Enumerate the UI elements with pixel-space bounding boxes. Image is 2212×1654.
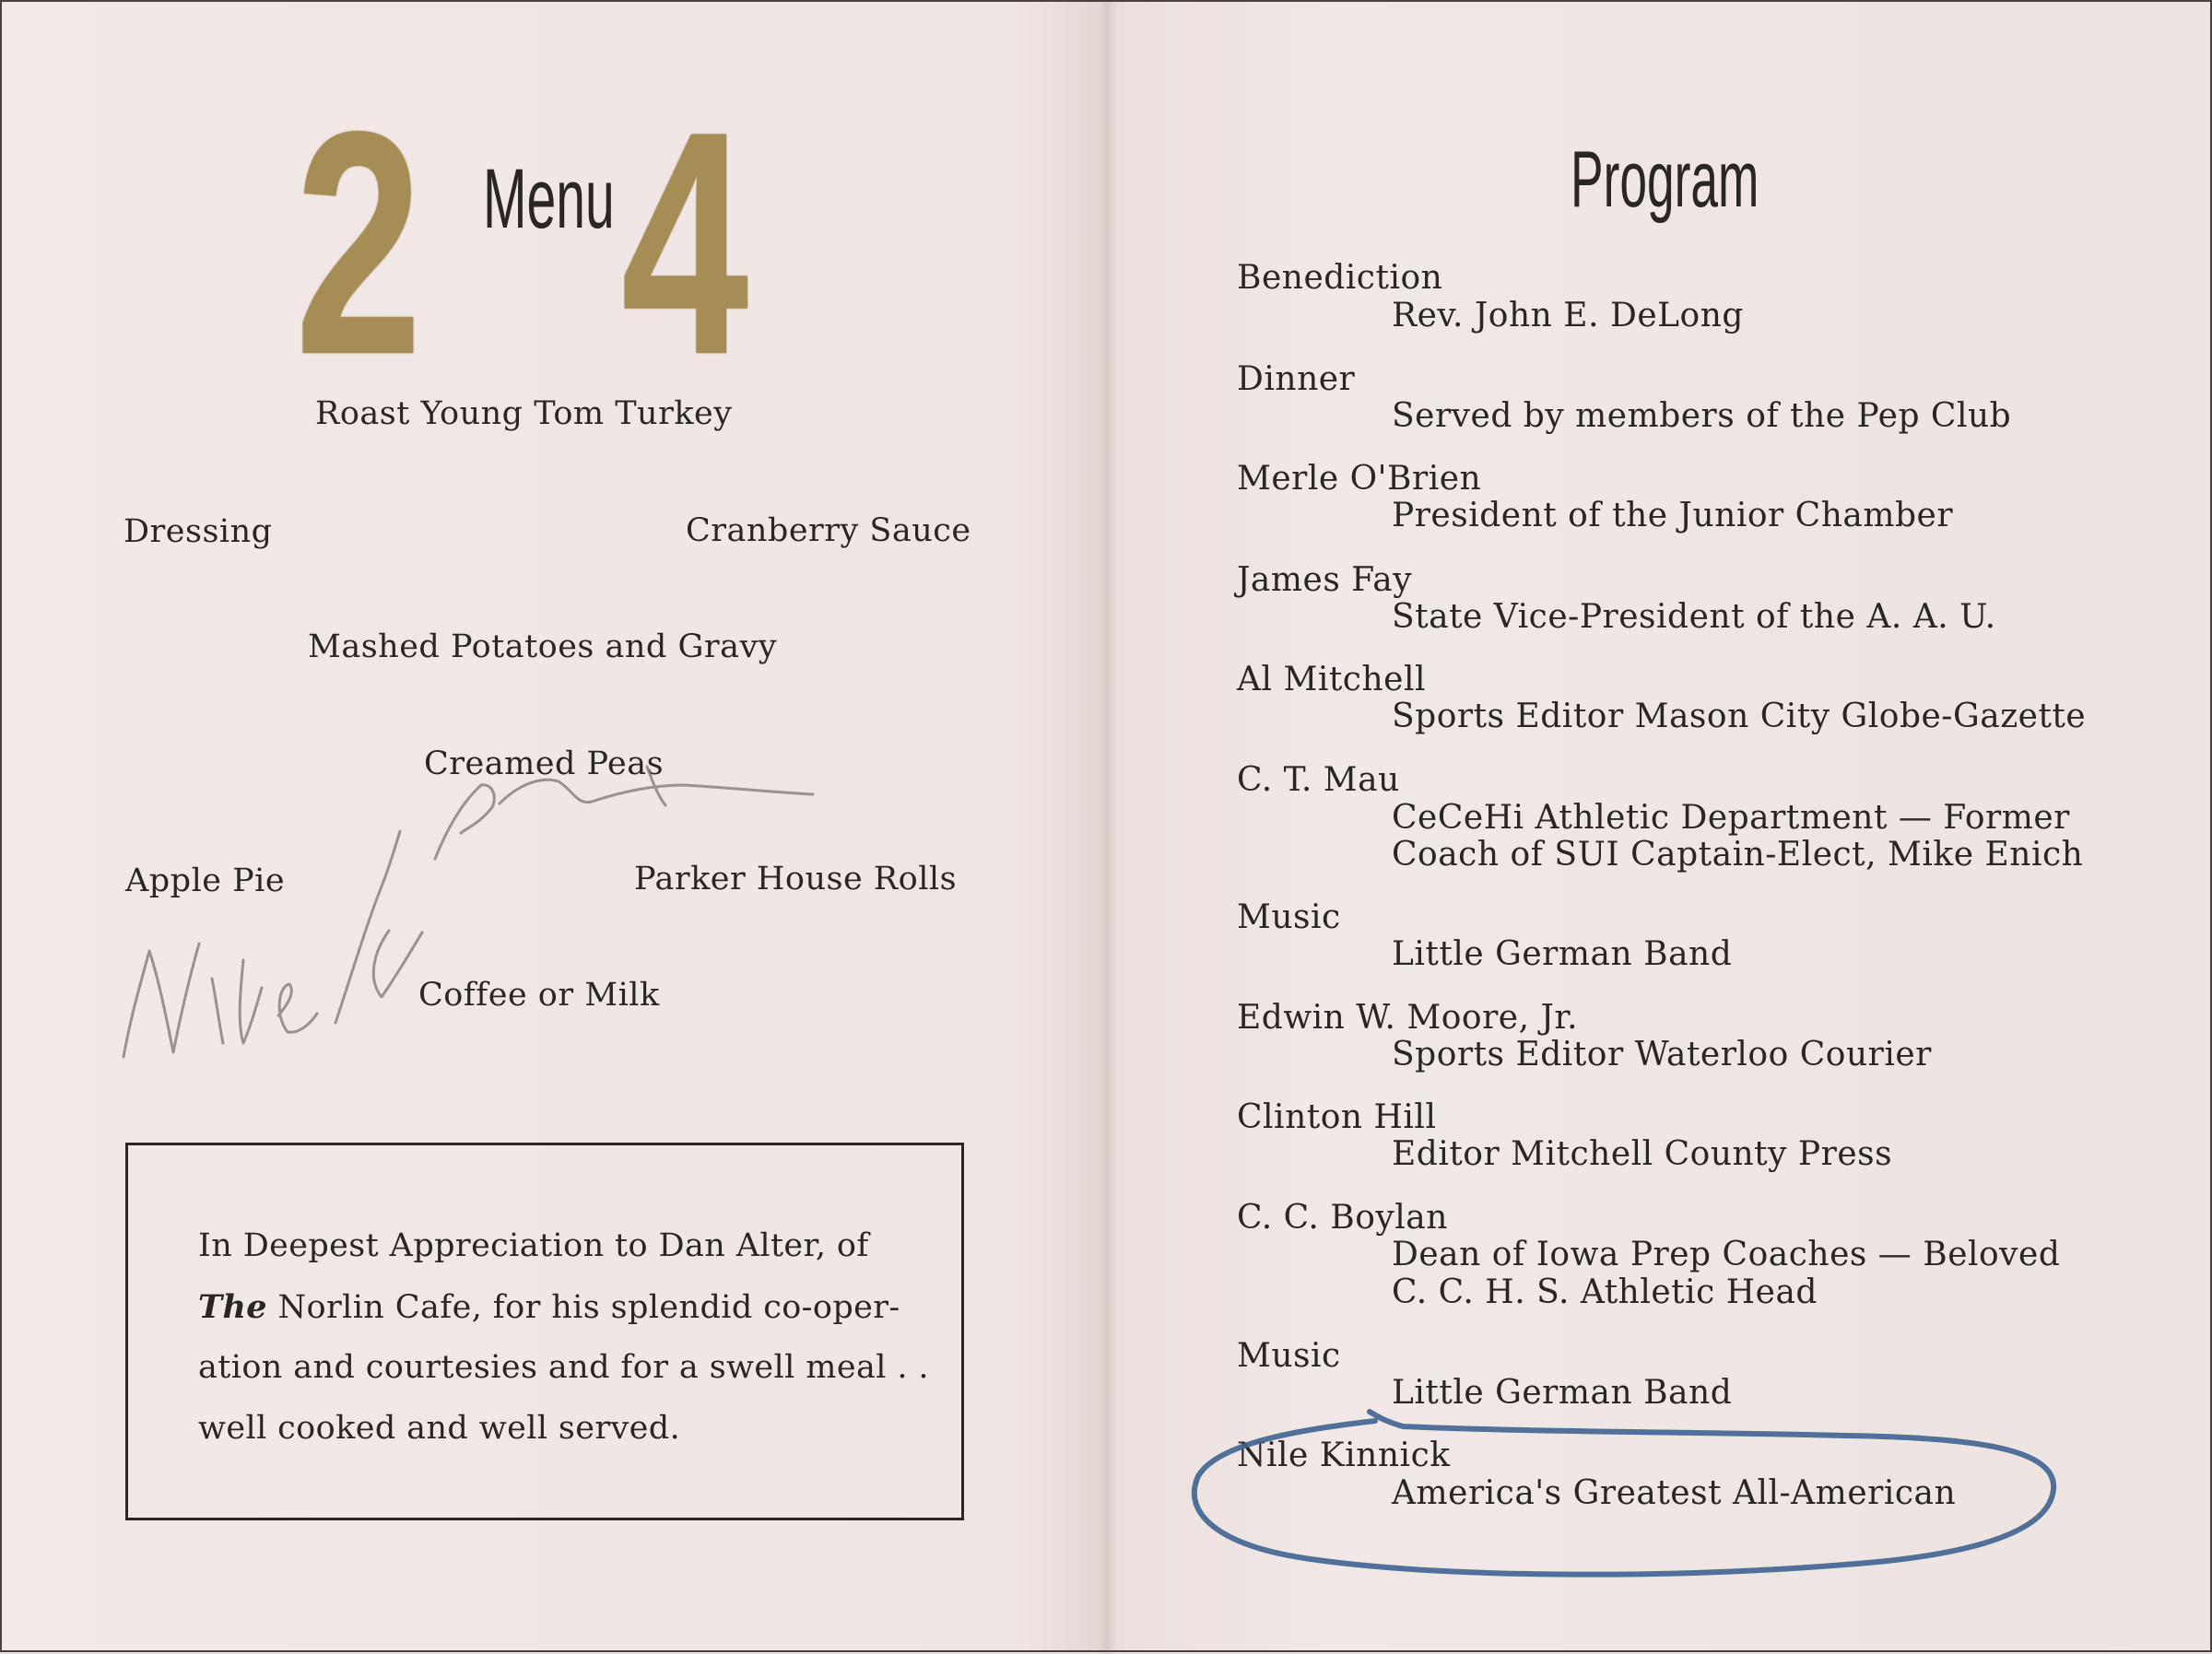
program-entry-name: C. T. Mau <box>1237 761 1400 799</box>
program-entry-desc: C. C. H. S. Athletic Head <box>1392 1273 1818 1311</box>
gold-numeral-right: 4 <box>621 66 749 421</box>
program-entry-desc: Sports Editor Mason City Globe-Gazette <box>1392 698 2087 735</box>
menu-item-peas: Creamed Peas <box>424 745 665 782</box>
program-entry-desc: Dean of Iowa Prep Coaches — Beloved <box>1392 1236 2061 1273</box>
program-entry-desc: Rev. John E. DeLong <box>1392 297 1744 334</box>
program-entry-desc: America's Greatest All-American <box>1392 1474 1957 1512</box>
program-entry-name: Nile Kinnick <box>1237 1437 1451 1474</box>
appreciation-line-2-rest: Norlin Cafe, for his splendid co-oper- <box>266 1289 900 1326</box>
program-entry-desc: Little German Band <box>1392 1374 1733 1412</box>
program-entry-desc: Served by members of the Pep Club <box>1392 397 2012 435</box>
program-entry-desc: Little German Band <box>1392 935 1733 973</box>
program-entry-name: Al Mitchell <box>1237 661 1426 698</box>
program-entry-desc: State Vice-President of the A. A. U. <box>1392 598 1996 636</box>
program-entry-desc: President of the Junior Chamber <box>1392 497 1954 534</box>
program-entry-name: James Fay <box>1237 561 1413 599</box>
appreciation-line-1: In Deepest Appreciation to Dan Alter, of <box>198 1227 869 1264</box>
program-entry-name: Music <box>1237 1337 1341 1375</box>
program-entry-desc: CeCeHi Athletic Department — Former <box>1392 799 2070 837</box>
program-entry-name: C. C. Boylan <box>1237 1199 1448 1237</box>
appreciation-the-italic: The <box>198 1288 267 1326</box>
menu-item-turkey: Roast Young Tom Turkey <box>315 395 733 432</box>
program-entry-desc: Coach of SUI Captain-Elect, Mike Enich <box>1392 836 2084 874</box>
menu-item-pie: Apple Pie <box>125 862 286 899</box>
program-entry-desc: Editor Mitchell County Press <box>1392 1135 1893 1173</box>
menu-item-potatoes: Mashed Potatoes and Gravy <box>308 628 778 665</box>
program-entry-name: Edwin W. Moore, Jr. <box>1237 999 1579 1037</box>
appreciation-line-3: ation and courtesies and for a swell meal . . <box>198 1349 929 1386</box>
menu-item-coffee: Coffee or Milk <box>418 977 660 1014</box>
appreciation-line-4: well cooked and well served. <box>198 1410 681 1447</box>
ink-circle-highlight <box>2 2 2212 1654</box>
menu-item-rolls: Parker House Rolls <box>634 861 958 897</box>
program-entry-name: Dinner <box>1237 360 1356 398</box>
program-entry-name: Music <box>1237 898 1341 936</box>
program-title: Program <box>1571 135 1759 224</box>
menu-item-dressing: Dressing <box>124 513 273 550</box>
program-entry-name: Clinton Hill <box>1237 1098 1437 1136</box>
gold-numeral-left: 2 <box>295 66 423 421</box>
program-entry-name: Benediction <box>1237 259 1443 297</box>
menu-title: Menu <box>483 152 615 246</box>
program-entry-desc: Sports Editor Waterloo Courier <box>1392 1036 1932 1073</box>
menu-item-cranberry: Cranberry Sauce <box>686 512 971 549</box>
program-entry-name: Merle O'Brien <box>1237 460 1482 498</box>
